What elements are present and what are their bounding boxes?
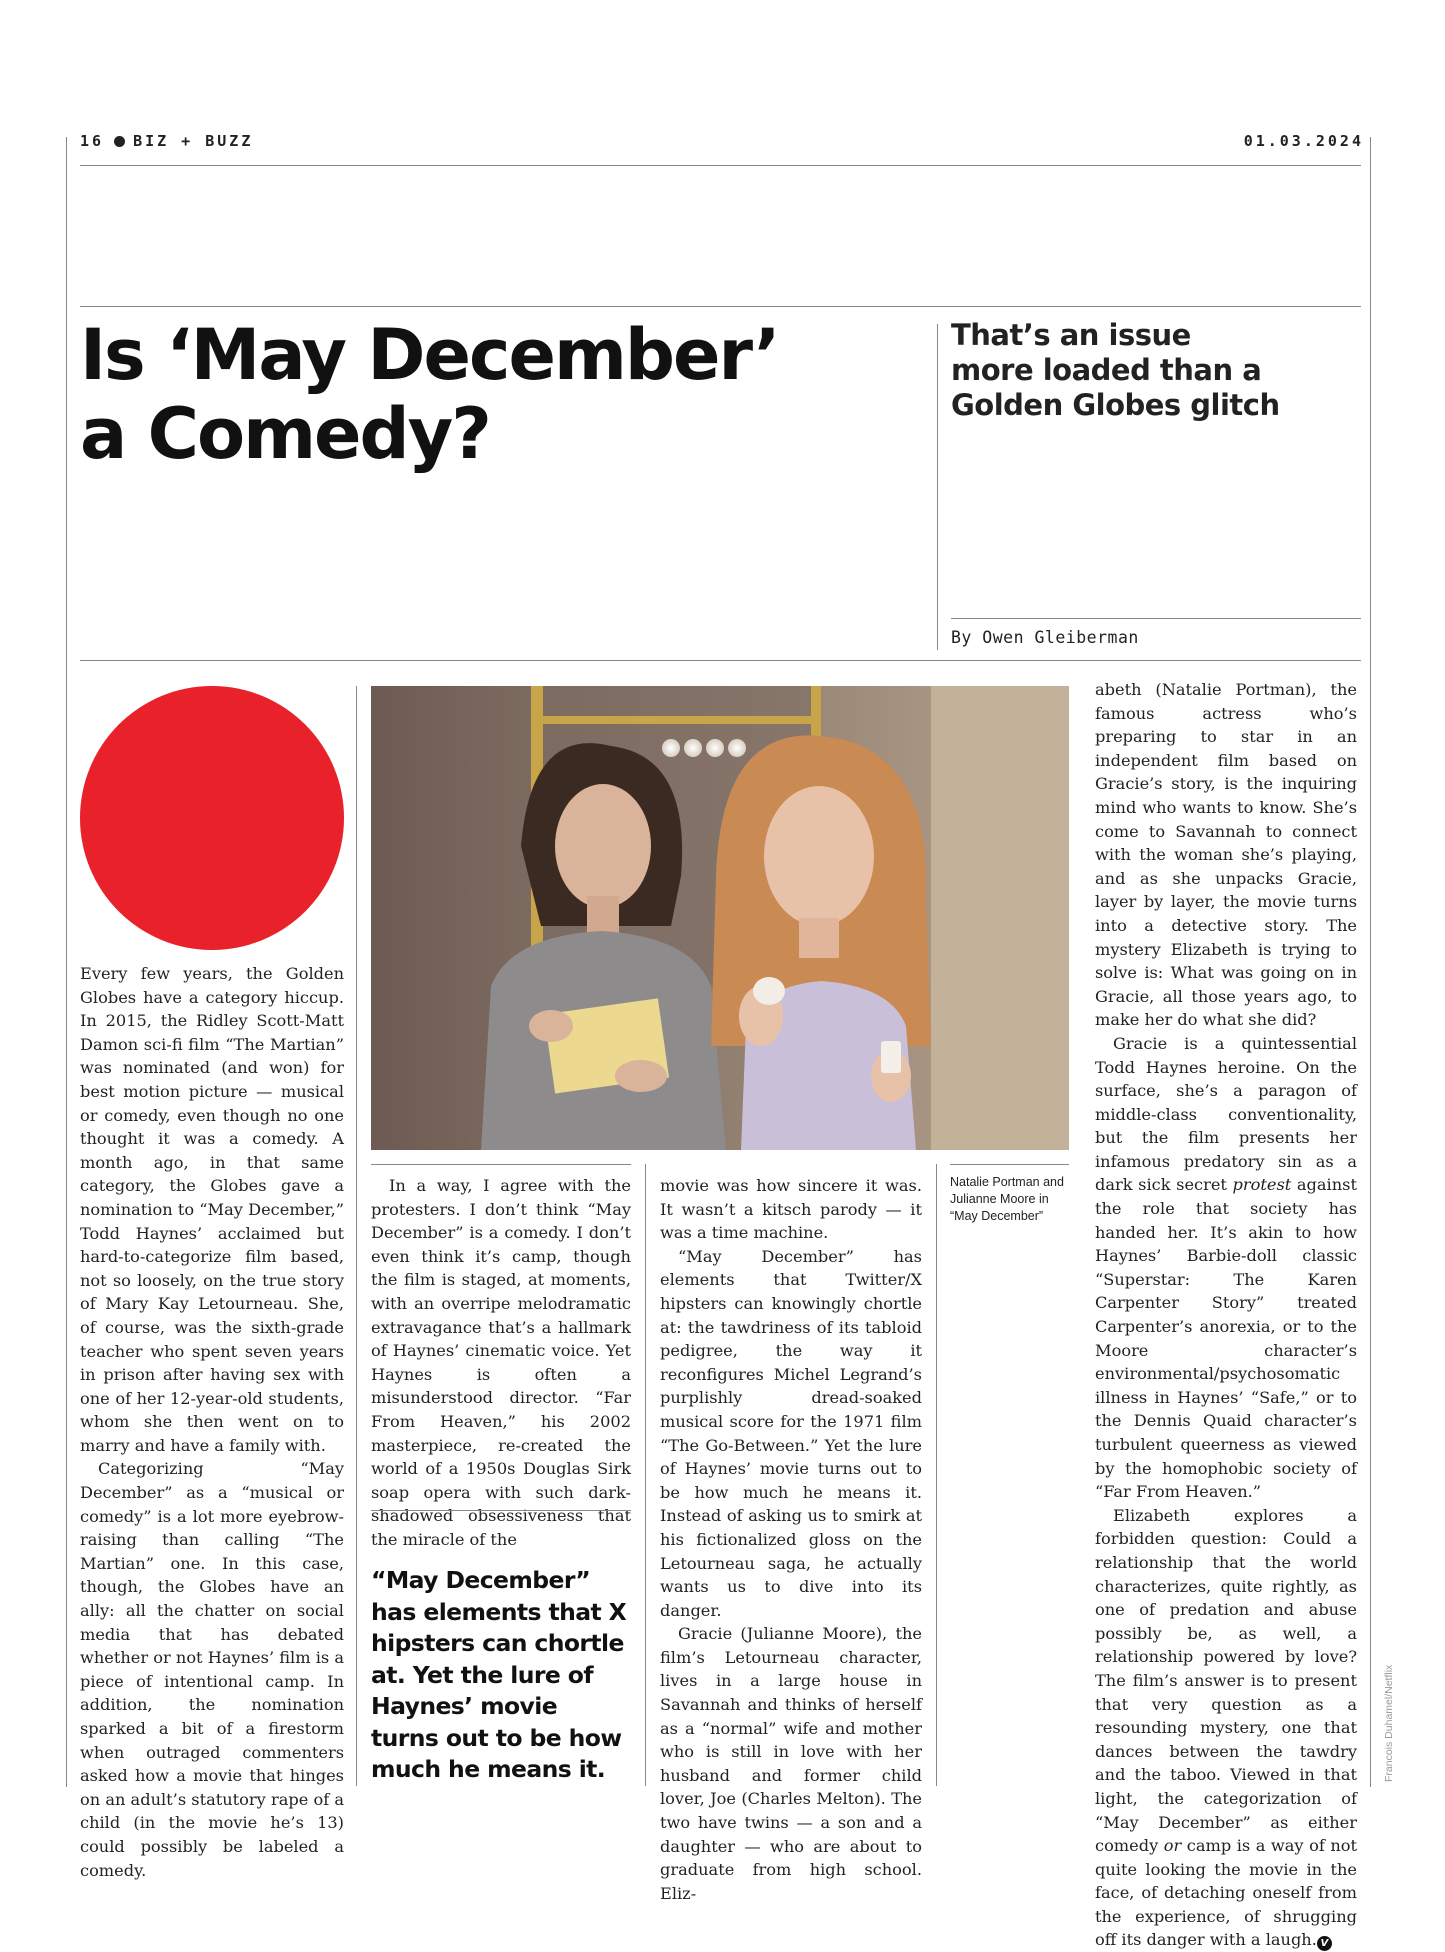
paragraph-text: Elizabeth explores a forbidden question: Could a relationship that the world characterizes, quite rightly, as one of predation and abuse possibly be, as well, a relationship powered by love? The film’s answer is to present that very question as a resounding mystery, one that dances between the tawdry and the taboo. Viewed in that light, the categorization of “May December” as either comedy: [1095, 1505, 1357, 1856]
byline-rule: [951, 618, 1361, 619]
right-margin-rule: [1370, 137, 1371, 1787]
headline-line-1: Is ‘May December’: [80, 314, 779, 396]
deck: That’s an issue more loaded than a Golden Globes glitch: [951, 318, 1280, 422]
paragraph: movie was how sincere it was. It wasn’t a kitsch parody — it was a time machine.: [660, 1176, 922, 1243]
paragraph: “May December” has elements that Twitter/X hipsters can knowingly chortle at: the tawdriness of its tabloid pedigree, the way it reconfigures Michel Legrand’s purplishly dread-soaked musical score for the 1971 film “The Go-Between.” Yet the lure of Haynes’ movie turns out to be how much he means it. Instead of asking us to smirk at his fictionalized gloss on the Letourneau saga, he actually wants us to dive into its danger.: [660, 1246, 922, 1620]
body-column-4: [1095, 678, 1357, 1952]
byline: By Owen Gleiberman: [951, 628, 1139, 647]
headline: [80, 316, 940, 474]
paragraph: Gracie (Julianne Moore), the film’s Letourneau character, lives in a large house in Savannah and thinks of herself as a “normal” wife and mother who is still in love with her husband and former child lover, Joe (Charles Melton). The two have twins — a son and a daughter — who are about to graduate from high school. Eliz-: [660, 1624, 922, 1903]
column-rule: [645, 1164, 646, 1786]
headline-line-2: a Comedy?: [80, 393, 490, 475]
section-name: BIZ + BUZZ: [133, 132, 254, 150]
body-column-3: [660, 1174, 922, 1905]
paragraph-text: Gracie is a quintessential Todd Haynes heroine. On the surface, she’s a paragon of middle-class conventionality, but the film presents her infamous predatory sin as a dark sick secret: [1095, 1033, 1357, 1195]
headline-bottom-rule: [80, 660, 1361, 661]
left-margin-rule: [66, 137, 67, 1787]
paragraph: [1095, 1032, 1357, 1504]
film-still-photo: [371, 686, 1069, 1150]
pull-quote-rule: [371, 1510, 631, 1511]
photo-illustration: [371, 686, 1069, 1150]
headline-top-rule: [80, 306, 1361, 307]
paragraph-text: against the role that society has handed her. It’s akin to how Haynes’ Barbie-doll classic “Superstar: The Karen Carpenter Story” treated Carpenter’s anorexia, or to the Moore character’s environmental/psychosomatic illness in Haynes’ “Safe,” or to the Dennis Quaid character’s turbulent queerness as viewed by the homophobic society of “Far From Heaven.”: [1095, 1175, 1357, 1502]
bullet-icon: [114, 136, 125, 147]
photo-caption: Natalie Portman and Julianne Moore in “May December”: [950, 1175, 1064, 1223]
caption-rule: [950, 1164, 1069, 1165]
column-rule: [936, 1164, 937, 1786]
italic-word: protest: [1232, 1175, 1292, 1195]
column-rule: [356, 686, 357, 1786]
folio-left: [80, 132, 253, 150]
italic-word: or: [1163, 1836, 1182, 1856]
paragraph: Every few years, the Golden Globes have a category hiccup. In 2015, the Ridley Scott-Matt Damon sci-fi film “The Martian” was nominated (and won) for best motion picture — musical or comedy, even though no one thought it was a comedy. A month ago, in that same category, the Globes gave a nomination to “May December,” Todd Haynes’ acclaimed but hard-to-categorize film based, not so loosely, on the true story of Mary Kay Letourneau. She, of course, was the sixth-grade teacher who spent seven years in prison after having sex with one of her 12-year-old students, whom she then went on to marry and have a family with.: [80, 964, 344, 1455]
paragraph: In a way, I agree with the protesters. I don’t think “May December” is a comedy. I don’t even think it’s camp, though the film is staged, at moments, with an overripe melodramatic extravagance that’s a hallmark of Haynes’ cinematic voice. Yet Haynes is often a misunderstood director. “Far From Heaven,” his 2002 masterpiece, re-created the world of a 1950s Douglas Sirk soap opera with such dark-shadowed obsessiveness that the miracle of the: [371, 1176, 631, 1549]
photo-credit: Francois Duhamel/Netflix: [1383, 1664, 1395, 1782]
paragraph-text: camp is a way of not quite looking the movie in the face, of detaching oneself from the experience, of shrugging off its danger with a laugh.: [1095, 1836, 1358, 1950]
body-column-2: [371, 1174, 631, 1552]
pull-quote: “May December” has elements that X hipsters can chortle at. Yet the lure of Haynes’ movie turns out to be how much he means it.: [371, 1566, 627, 1783]
deck-divider-rule: [937, 324, 938, 650]
column-top-rule: [371, 1164, 631, 1165]
header-rule: [80, 165, 1361, 166]
page-number: 16: [80, 132, 105, 150]
body-column-1: [80, 962, 344, 1882]
paragraph: Categorizing “May December” as a “musical or comedy” is a lot more eyebrow-raising than calling “The Martian” one. In this case, though, the Globes have an ally: all the chatter on social media that has debated whether or not Haynes’ film is a piece of intentional camp. In addition, the nomination sparked a bit of a firestorm when outraged commenters asked how a movie that hinges on an adult’s statutory rape of a child (in the movie he’s 13) could possibly be labeled a comedy.: [80, 1459, 344, 1880]
paragraph: [1095, 1504, 1357, 1952]
red-dot-graphic: [80, 686, 344, 950]
issue-date: 01.03.2024: [1243, 132, 1364, 150]
end-mark-icon: V: [1317, 1936, 1332, 1951]
paragraph: abeth (Natalie Portman), the famous actress who’s preparing to star in an independent film based on Gracie’s story, is the inquiring mind who wants to know. She’s come to Savannah to connect with the woman she’s playing, and as she unpacks Gracie, layer by layer, the movie turns into a detective story. The mystery Elizabeth is trying to solve is: What was going on in Gracie, all those years ago, to make her do what she did?: [1095, 680, 1357, 1030]
